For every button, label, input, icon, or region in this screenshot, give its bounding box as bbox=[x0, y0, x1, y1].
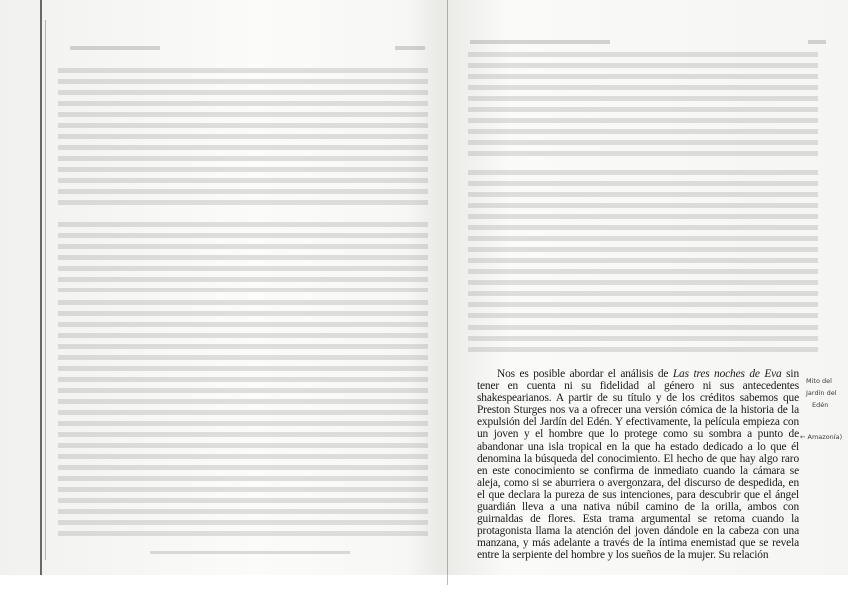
right-page-bleed-through-block bbox=[468, 52, 818, 162]
left-page-footnote-bleed bbox=[150, 551, 350, 554]
paragraph-body: sin tener en cuenta ni su fidelidad al género ni sus antecedentes shakespearianos. A partir de su título y de los créditos sabemos que Preston Sturges nos va a ofrecer una versión cómica de la historia de la expulsión del Jardín del Edén. Y efectivamente, la película empieza con un joven y el hombre que lo protege como su sombra a punto de abandonar una isla tropical en la que ha estado dedicado a lo que él denomina la búsqueda del conocimiento. El hecho de que hay algo raro en este conocimiento se confirma de inmediato cuando la cámara se aleja, como si se aburriera o avergonzara, del discurso de despedida, en el que declara la pureza de sus intenciones, para descubrir que el ángel guardián lleva a una nativa núbil camino de la orilla, ambos con guirnaldas de flores. Esta trama argumental se retoma cuando la protagonista llama la atención del joven dándole en la cabeza con una manzana, y más adelante a través de la íntima enemistad que se revela entre la serpiente del hombre y los sueños de la mujer. Su relación bbox=[477, 368, 799, 562]
left-page-bleed-through-block bbox=[58, 300, 428, 540]
margin-note: ← Amazonía) bbox=[800, 433, 843, 441]
scan-bottom-margin bbox=[0, 575, 848, 599]
left-page-bleed-through-block bbox=[58, 222, 428, 292]
left-page-bleed-through-block bbox=[58, 68, 428, 208]
right-page-bleed-through-block bbox=[468, 325, 818, 353]
paragraph-lead: Nos es posible abordar el análisis de bbox=[497, 368, 673, 380]
right-page-number-bleed bbox=[808, 40, 826, 44]
main-paragraph bbox=[477, 368, 799, 562]
right-page-bleed-through-block bbox=[468, 170, 818, 320]
margin-note: Jardín del bbox=[806, 389, 837, 397]
page-spine-shadow bbox=[447, 0, 448, 585]
film-title: Las tres noches de Eva bbox=[672, 368, 782, 380]
margin-note: Mito del bbox=[806, 377, 832, 385]
right-page-running-head-bleed bbox=[470, 40, 610, 44]
left-page-number-bleed bbox=[395, 46, 425, 50]
binding-shadow-left-inner bbox=[45, 20, 46, 560]
margin-note: Edén bbox=[812, 401, 829, 409]
binding-shadow-left bbox=[40, 0, 42, 575]
left-page-running-head-bleed bbox=[70, 46, 160, 50]
